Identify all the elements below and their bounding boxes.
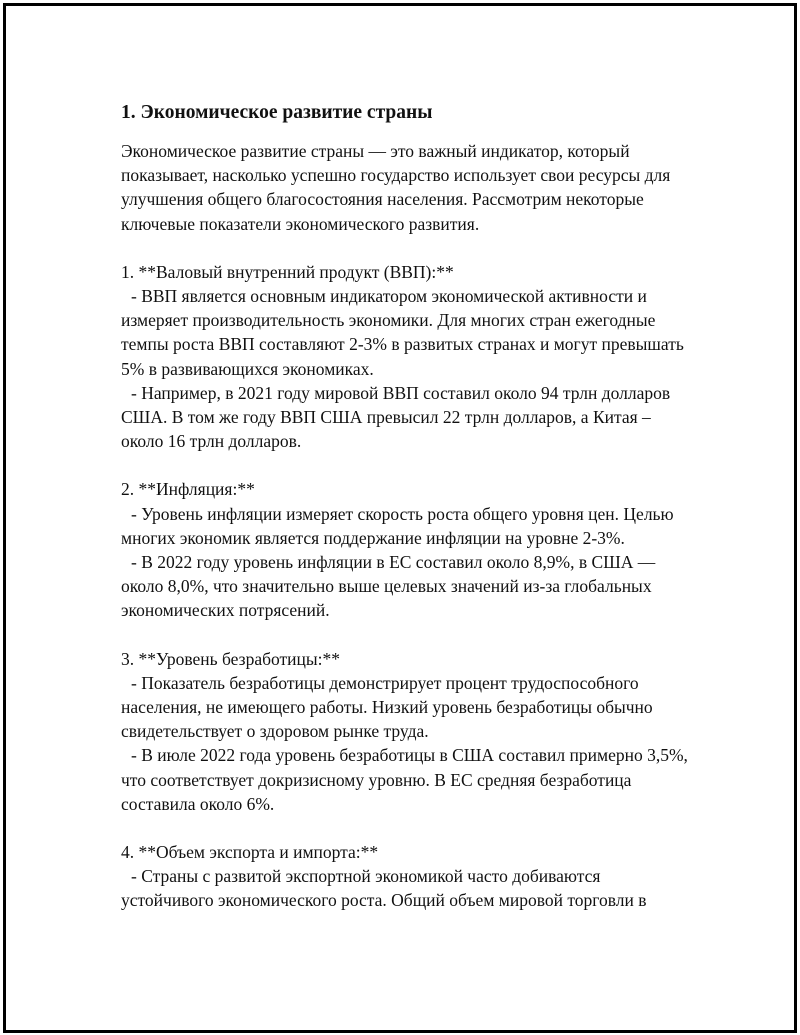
list-item-bullet: - В июле 2022 года уровень безработицы в США составил примерно 3,5%, что соответствует докризисному уровню. В ЕС средняя безработица составила около 6%.	[121, 745, 688, 814]
list-item-title: 1. **Валовый внутренний продукт (ВВП):**	[121, 261, 454, 282]
list-item-bullet: - Страны с развитой экспортной экономикой часто добиваются устойчивого экономического роста. Общий объем мировой торговли в	[121, 866, 647, 911]
list-item-trade	[121, 840, 691, 913]
list-item-inflation	[121, 477, 691, 622]
list-item-bullet: - ВВП является основным индикатором экономической активности и измеряет производительность экономики. Для многих стран ежегодные темпы роста ВВП составляют 2-3% в развитых странах и могут превышать 5% в развивающихся экономиках.	[121, 286, 684, 379]
list-item-title: 2. **Инфляция:**	[121, 479, 255, 500]
document-page	[3, 3, 797, 1033]
list-item-bullet: - Показатель безработицы демонстрирует процент трудоспособного населения, не имеющего работы. Низкий уровень безработицы обычно свидетельствует о здоровом рынке труда.	[121, 672, 653, 742]
list-item-bullet: - В 2022 году уровень инфляции в ЕС составил около 8,9%, в США — около 8,0%, что значительно выше целевых значений из-за глобальных экономических потрясений.	[121, 552, 656, 621]
list-item-bullet: - Уровень инфляции измеряет скорость роста общего уровня цен. Целью многих экономик является поддержание инфляции на уровне 2-3%.	[121, 503, 674, 548]
section-heading: 1. Экономическое развитие страны	[121, 102, 433, 123]
list-item-title: 4. **Объем экспорта и импорта:**	[121, 842, 379, 863]
list-item-bullet: - Например, в 2021 году мировой ВВП составил около 94 трлн долларов США. В том же году ВВП США превысил 22 трлн долларов, а Китая – около 16 трлн долларов.	[121, 382, 671, 452]
document-body	[121, 101, 691, 937]
list-item-gdp	[121, 260, 691, 454]
intro-paragraph: Экономическое развитие страны — это важный индикатор, который показывает, насколько успешно государство использует свои ресурсы для улучшения общего благосостояния населения. Рассмотрим некоторые ключевые показатели экономического развития.	[121, 141, 671, 234]
list-item-title: 3. **Уровень безработицы:**	[121, 648, 341, 669]
list-item-unemployment	[121, 647, 691, 816]
